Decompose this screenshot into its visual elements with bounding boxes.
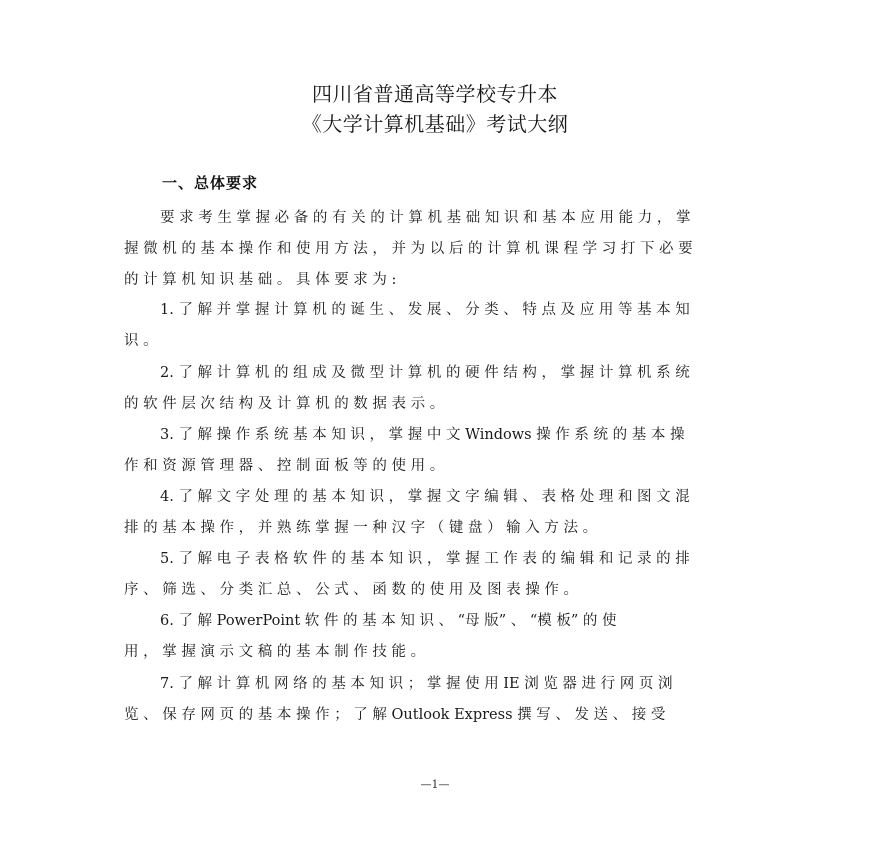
list-item-2-line-2: 的 软 件 层 次 结 构 及 计 算 机 的 数 据 表 示 。 [124, 396, 445, 412]
list-item-2-line-1: 2. 了 解 计 算 机 的 组 成 及 微 型 计 算 机 的 硬 件 结 构 ， 掌 握 计 算 机 系 统 [160, 365, 690, 381]
list-item-1-line-1: 1. 了 解 并 掌 握 计 算 机 的 诞 生 、 发 展 、 分 类 、 特 点 及 应 用 等 基 本 知 [160, 302, 690, 318]
list-item-6-line-1: 6. 了 解 PowerPoint 软 件 的 基 本 知 识 、 “母 版” 、 “模 板” 的 使 [160, 613, 617, 629]
list-item-6-line-2: 用 ， 掌 握 演 示 文 稿 的 基 本 制 作 技 能 。 [124, 644, 426, 660]
list-item-1-line-2: 识 。 [124, 333, 158, 349]
document-title-line-2: 《大学计算机基础》考试大纲 [301, 112, 569, 136]
body-line: 要 求 考 生 掌 握 必 备 的 有 关 的 计 算 机 基 础 知 识 和 基 本 应 用 能 力 ， 掌 [160, 210, 691, 226]
document-title-line-1: 四川省普通高等学校专升本 [312, 82, 558, 106]
list-item-4-line-1: 4. 了 解 文 字 处 理 的 基 本 知 识 ， 掌 握 文 字 编 辑 、 表 格 处 理 和 图 文 混 [160, 489, 690, 505]
section-heading: 一、总体要求 [162, 174, 259, 192]
page-number: —1— [420, 778, 450, 791]
body-line: 握 微 机 的 基 本 操 作 和 使 用 方 法 ， 并 为 以 后 的 计 算 机 课 程 学 习 打 下 必 要 [124, 241, 693, 257]
list-item-7-line-2: 览 、 保 存 网 页 的 基 本 操 作 ； 了 解 Outlook Express 撰 写 、 发 送 、 接 受 [124, 707, 666, 723]
list-item-5-line-2: 序 、 筛 选 、 分 类 汇 总 、 公 式 、 函 数 的 使 用 及 图 表 操 作 。 [124, 582, 579, 598]
body-line: 的 计 算 机 知 识 基 础 。 具 体 要 求 为 : [124, 272, 397, 288]
list-item-3-line-2: 作 和 资 源 管 理 器 、 控 制 面 板 等 的 使 用 。 [124, 458, 445, 474]
list-item-3-line-1: 3. 了 解 操 作 系 统 基 本 知 识 ， 掌 握 中 文 Windows 操 作 系 统 的 基 本 操 [160, 427, 685, 443]
list-item-7-line-1: 7. 了 解 计 算 机 网 络 的 基 本 知 识 ； 掌 握 使 用 IE 浏 览 器 进 行 网 页 浏 [160, 676, 673, 692]
list-item-4-line-2: 排 的 基 本 操 作 ， 并 熟 练 掌 握 一 种 汉 字 （ 键 盘 ） 输 入 方 法 。 [124, 520, 598, 536]
list-item-5-line-1: 5. 了 解 电 子 表 格 软 件 的 基 本 知 识 ， 掌 握 工 作 表 的 编 辑 和 记 录 的 排 [160, 551, 690, 567]
